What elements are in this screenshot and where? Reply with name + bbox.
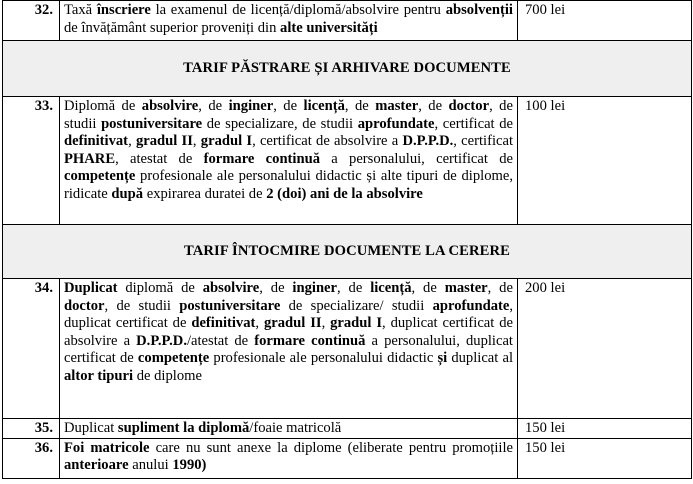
row-price: 150 lei (518, 438, 692, 478)
table-row-32 (3, 1, 692, 41)
text-span: de învățământ superior proveniți din (64, 19, 281, 36)
bold-text: competențe (137, 350, 210, 366)
text-span: , de (487, 280, 513, 296)
row-number: 33. (3, 97, 60, 225)
text-span: , (128, 133, 136, 149)
bold-text: master (444, 280, 488, 296)
bold-text: inginer (292, 280, 338, 296)
text-span: , de studii (104, 297, 180, 314)
text-span: anului (128, 457, 173, 473)
bold-text: aprofundate (432, 297, 510, 314)
text-span: duplicat al (447, 350, 513, 366)
bold-text: Duplicat (64, 280, 118, 296)
row-description (60, 1, 518, 41)
bold-text: după (111, 185, 144, 202)
bold-text: master (375, 98, 419, 114)
bold-text: 1990) (172, 457, 207, 473)
bold-text: absolvire (202, 280, 260, 296)
section-title: TARIF ÎNTOCMIRE DOCUMENTE LA CERERE (3, 225, 692, 279)
text-span: , certificat (453, 133, 514, 149)
text-span: , (192, 133, 201, 149)
row-price: 150 lei (518, 419, 692, 439)
bold-text: D.P.P.D. (136, 332, 187, 349)
bold-text: alte universități (280, 19, 378, 36)
text-span: profesionale ale personalului didactic (209, 350, 438, 366)
row-number: 35. (3, 419, 60, 439)
bold-text: absolvenții (445, 2, 513, 18)
text-span: Duplicat (64, 420, 118, 436)
bold-text: gradul I (200, 133, 253, 149)
row-number: 32. (3, 1, 60, 41)
fees-table (2, 0, 692, 479)
text-span: , de (259, 280, 293, 296)
text-span: /foaie matricolă (249, 420, 342, 436)
bold-text: competențe (64, 168, 136, 184)
text-span: , atestat de (115, 150, 204, 167)
text-span: care nu sunt anexe la diplome (eliberate pentru promoțiile (149, 439, 513, 456)
table-row-35 (3, 419, 692, 439)
text-span: a personalului, duplicat certificat de (64, 332, 513, 366)
bold-text: definitivat (191, 315, 256, 331)
row-number: 36. (3, 438, 60, 478)
text-span: de specializare/ studii (280, 297, 433, 314)
text-span: Diplomă de (64, 98, 142, 114)
bold-text: Foi matricole (64, 439, 150, 456)
bold-text: formare continuă (254, 332, 366, 349)
bold-text: anterioare (64, 457, 129, 473)
bold-text: gradul I (330, 315, 383, 331)
section-header-requests (3, 225, 692, 279)
section-title: TARIF PĂSTRARE ȘI ARHIVARE DOCUMENTE (3, 41, 692, 97)
text-span: , de (337, 280, 371, 296)
bold-text: postuniversitare (179, 297, 281, 314)
bold-text: postuniversitare (101, 115, 203, 132)
text-span: profesionale ale personalului didactic și alte tipuri de diplome, ridicate (64, 168, 513, 202)
text-span: de diplome (133, 367, 202, 384)
bold-text: D.P.P.D. (402, 133, 454, 149)
row-price: 100 lei (518, 97, 692, 225)
row-price: 200 lei (518, 279, 692, 419)
bold-text: PHARE (64, 150, 116, 167)
row-description (60, 97, 518, 225)
bold-text: doctor (64, 297, 105, 314)
text-span: , certificat de (434, 115, 513, 132)
bold-text: definitivat (64, 133, 129, 149)
text-span: , de studii (64, 98, 513, 132)
section-header-storage (3, 41, 692, 97)
text-span: , de (411, 280, 445, 296)
text-span: expirarea duratei de (143, 185, 267, 202)
bold-text: licență (370, 280, 412, 296)
text-span: , (321, 315, 331, 331)
bold-text: inginer (228, 98, 274, 114)
row-price: 700 lei (518, 1, 692, 41)
bold-text: înscriere (96, 2, 151, 18)
bold-text: supliment la diplomă (117, 420, 250, 436)
table-row-33 (3, 97, 692, 225)
text-span: , de (273, 98, 304, 114)
bold-text: absolvire (141, 98, 199, 114)
text-span: , de (418, 98, 449, 114)
text-span: de specializare, de studii (202, 115, 358, 132)
text-span: a personalului, certificat de (320, 150, 513, 167)
row-description (60, 279, 518, 419)
bold-text: altor tipuri (64, 367, 134, 384)
bold-text: gradul II (135, 133, 193, 149)
table-row-36 (3, 438, 692, 478)
text-span: /atestat de (186, 332, 255, 349)
text-span: , duplicat certificat de absolvire a (64, 315, 514, 349)
bold-text: și (437, 350, 448, 366)
text-span: , de (198, 98, 229, 114)
text-span: , duplicat certificat de (64, 297, 513, 331)
bold-text: 2 (doi) ani de la absolvire (266, 185, 423, 202)
bold-text: gradul II (263, 315, 322, 331)
row-description (60, 438, 518, 478)
text-span: , de (344, 98, 376, 114)
text-span: la examenul de licență/diplomă/absolvire pentru (150, 2, 446, 18)
text-span: , certificat de absolvire a (252, 133, 403, 149)
text-span: diplomă de (117, 280, 203, 296)
table-row-34 (3, 279, 692, 419)
row-description (60, 419, 518, 439)
bold-text: doctor (448, 98, 490, 114)
bold-text: licență (303, 98, 345, 114)
row-number: 34. (3, 279, 60, 419)
text-span: , (255, 315, 264, 331)
text-span: Taxă (64, 2, 97, 18)
bold-text: formare continuă (203, 150, 320, 167)
bold-text: aprofundate (357, 115, 435, 132)
